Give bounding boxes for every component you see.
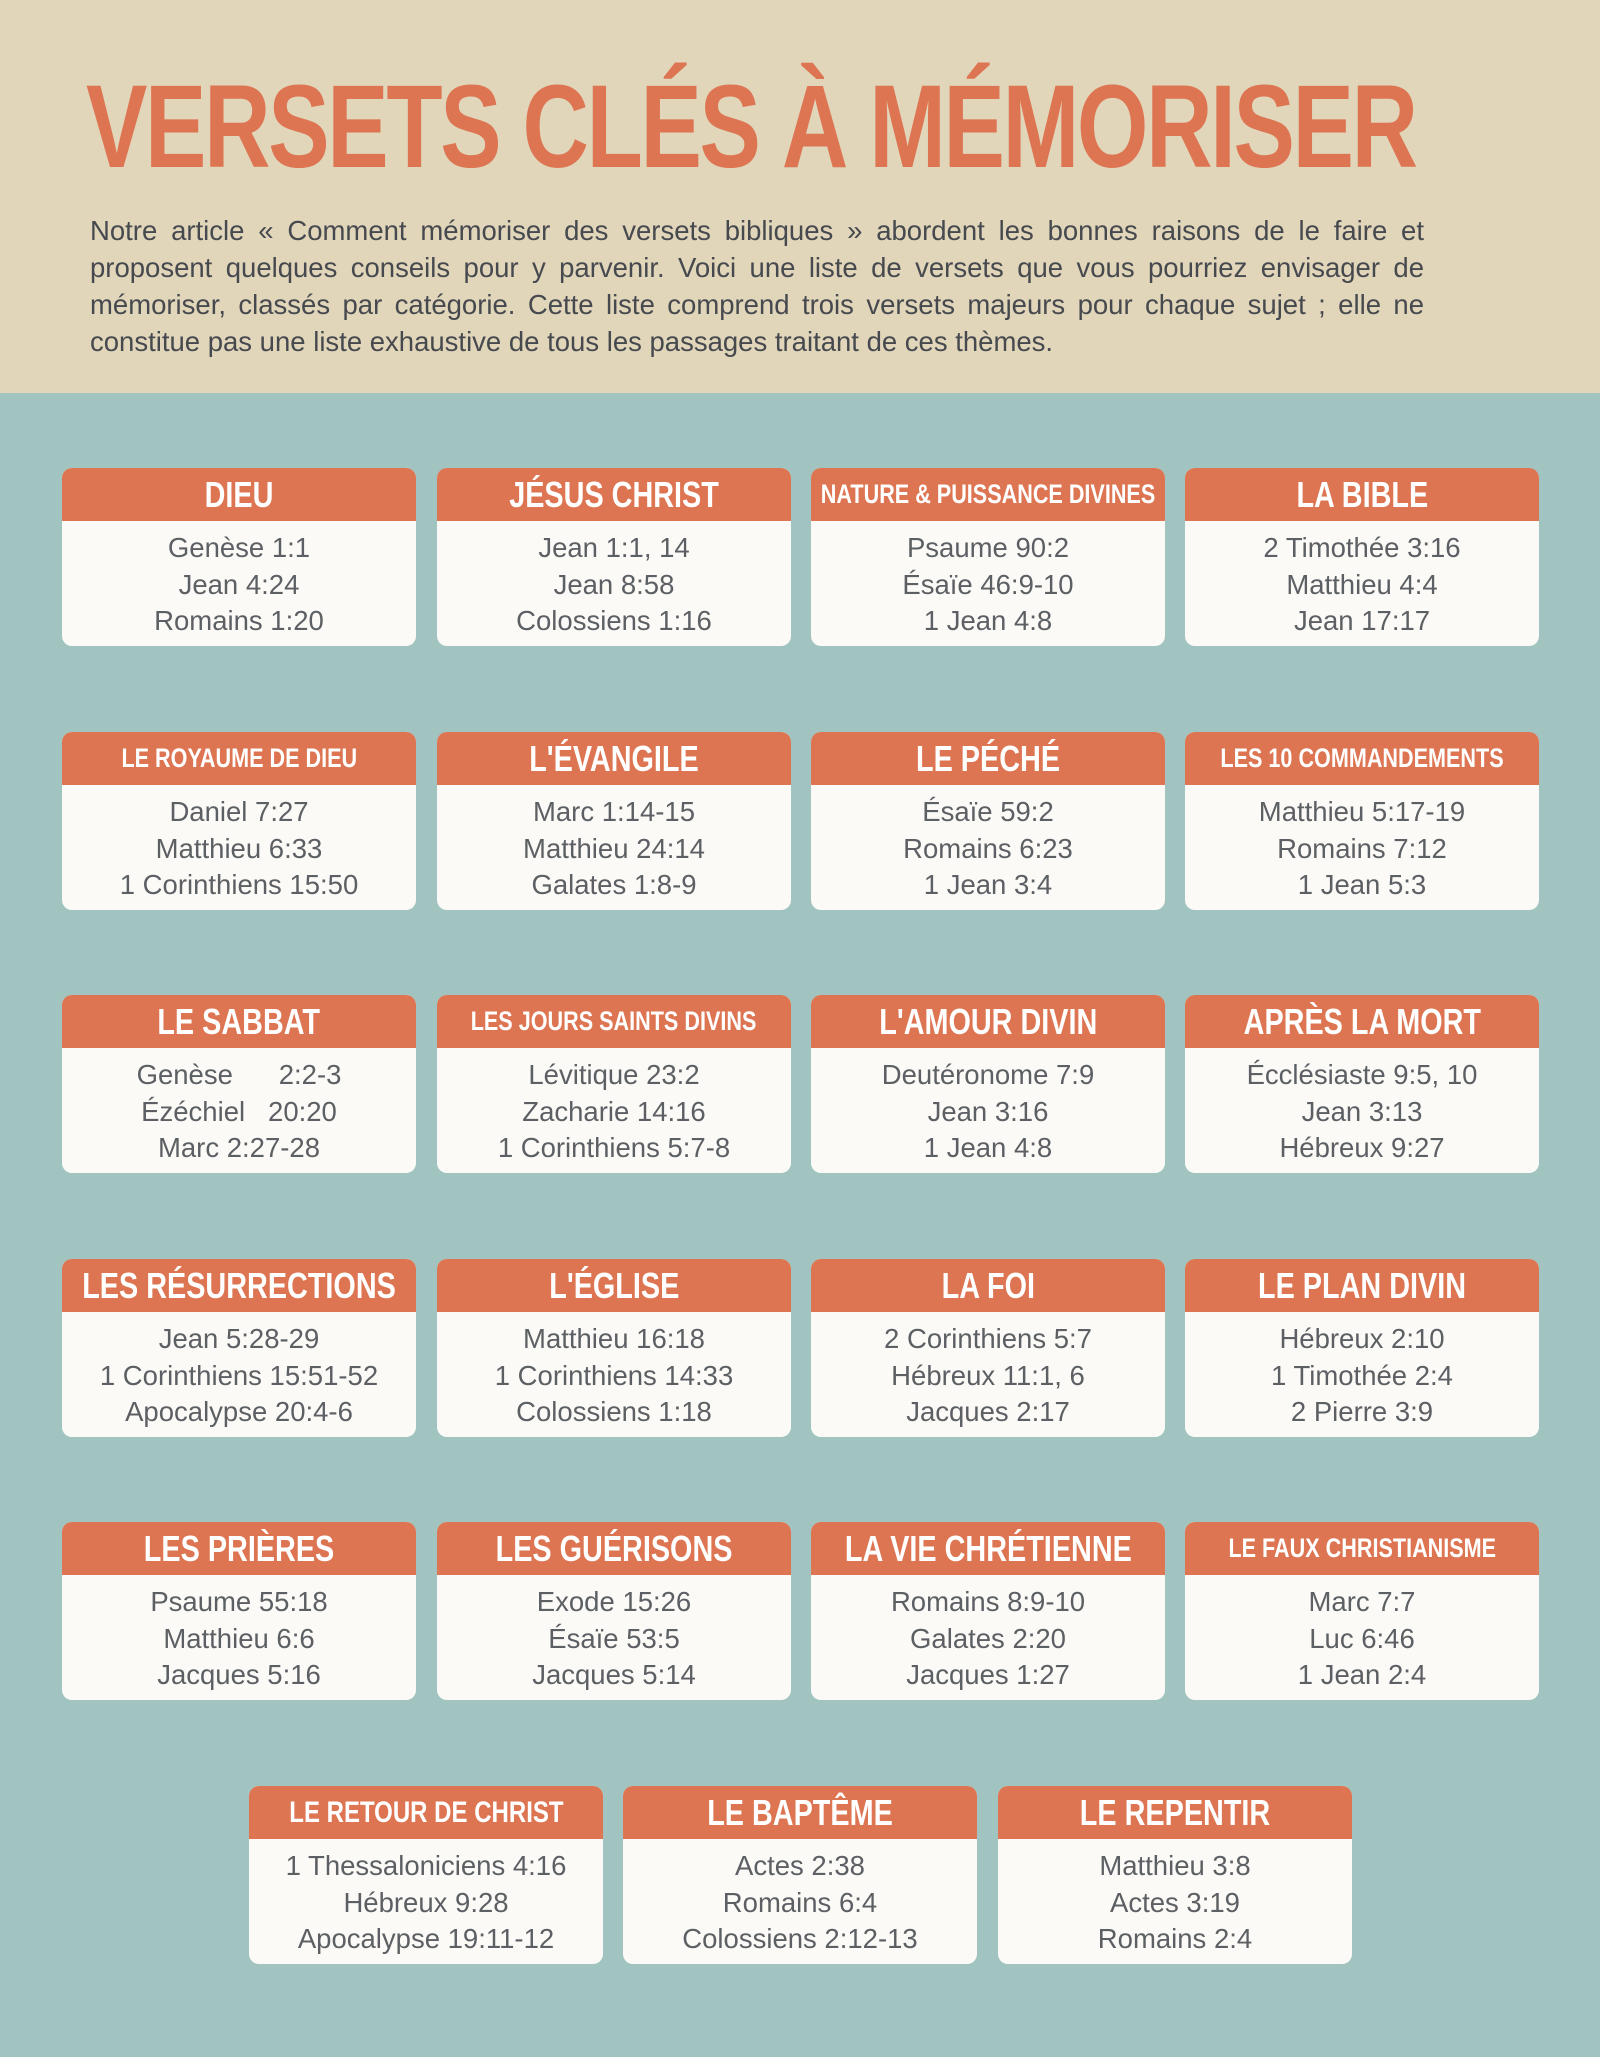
verse-reference: Marc 1:14-15	[532, 796, 696, 827]
card-verses	[62, 1312, 416, 1431]
topic-card-prieres	[62, 1522, 416, 1700]
card-title-bar	[62, 468, 416, 521]
verse-reference: Colossiens 1:16	[516, 605, 712, 636]
verse-reference: Hébreux 2:10	[1279, 1323, 1445, 1354]
verse-reference: Jean 3:13	[1301, 1095, 1423, 1127]
verse-reference: 1 Corinthiens 15:50	[119, 869, 359, 900]
card-verses	[62, 1048, 416, 1167]
card-verses	[811, 521, 1165, 640]
card-verses	[437, 521, 791, 640]
card-title-bar	[811, 468, 1165, 521]
topic-card-la-bible	[1185, 468, 1539, 646]
page-title: VERSETS CLÉS À MÉMORISER	[86, 61, 1416, 193]
verse-reference: Matthieu 6:6	[163, 1622, 315, 1654]
verse-reference: Ézéchiel 20:20	[141, 1095, 337, 1127]
verse-reference: Actes 2:38	[735, 1850, 865, 1881]
card-verses	[437, 1575, 791, 1694]
verse-reference: Jean 8:58	[553, 568, 675, 600]
verse-reference: Galates 1:8-9	[531, 869, 697, 900]
card-verses	[1185, 1312, 1539, 1431]
card-verses	[998, 1839, 1352, 1958]
card-title-bar	[62, 1522, 416, 1575]
verse-reference: Romains 6:4	[722, 1886, 878, 1918]
card-title-bar	[811, 1522, 1165, 1575]
verse-reference: Apocalypse 19:11-12	[297, 1923, 555, 1954]
card-title: LE FAUX CHRISTIANISME	[1228, 1533, 1496, 1563]
verse-reference: Genèse 2:2-3	[136, 1059, 342, 1090]
topic-card-dieu	[62, 468, 416, 646]
card-verses	[623, 1839, 977, 1958]
card-title-bar	[437, 732, 791, 785]
verse-reference: 1 Thessaloniciens 4:16	[285, 1850, 567, 1881]
verse-reference: Jean 4:24	[178, 568, 300, 600]
verse-reference: Daniel 7:27	[169, 796, 309, 827]
card-title: LA FOI	[941, 1264, 1035, 1306]
card-title: LE ROYAUME DE DIEU	[121, 743, 357, 773]
card-title: LE PÉCHÉ	[915, 737, 1061, 779]
card-verses	[1185, 521, 1539, 640]
card-verses	[811, 1048, 1165, 1167]
card-title-bar	[811, 1259, 1165, 1312]
card-title: LE REPENTIR	[1079, 1791, 1271, 1833]
card-title-bar	[437, 1259, 791, 1312]
verse-reference: Zacharie 14:16	[522, 1095, 706, 1127]
verse-reference: Romains 6:23	[903, 832, 1073, 864]
topic-card-jours-saints	[437, 995, 791, 1173]
verse-reference: 2 Corinthiens 5:7	[884, 1323, 1092, 1354]
topic-card-resurrections	[62, 1259, 416, 1437]
verse-reference: Jean 5:28-29	[158, 1323, 320, 1354]
topic-card-apres-la-mort	[1185, 995, 1539, 1173]
card-verses	[811, 1575, 1165, 1694]
card-title: L'AMOUR DIVIN	[878, 1000, 1098, 1042]
verse-reference: Matthieu 3:8	[1099, 1850, 1251, 1881]
card-title: APRÈS LA MORT	[1243, 1000, 1481, 1042]
verse-reference: Romains 8:9-10	[890, 1586, 1086, 1617]
card-title: LES GUÉRISONS	[495, 1527, 733, 1569]
topic-card-jesus-christ	[437, 468, 791, 646]
verse-reference: Exode 15:26	[536, 1586, 692, 1617]
topic-card-bapteme	[623, 1786, 977, 1964]
card-title-bar	[811, 995, 1165, 1048]
card-title: L'ÉVANGILE	[529, 737, 699, 779]
card-verses	[437, 785, 791, 904]
card-verses	[811, 1312, 1165, 1431]
verse-reference: Actes 3:19	[1110, 1886, 1240, 1918]
verse-reference: Hébreux 9:27	[1279, 1132, 1445, 1163]
verse-reference: Colossiens 2:12-13	[682, 1923, 918, 1954]
card-title-bar	[249, 1786, 603, 1839]
card-title: LE RETOUR DE CHRIST	[288, 1795, 564, 1829]
card-title: DIEU	[204, 473, 274, 515]
verse-reference: Matthieu 5:17-19	[1258, 796, 1466, 827]
topic-card-sabbat	[62, 995, 416, 1173]
card-verses	[811, 785, 1165, 904]
card-title: LE PLAN DIVIN	[1257, 1264, 1466, 1306]
card-title-bar	[623, 1786, 977, 1839]
verse-reference: Matthieu 6:33	[155, 832, 323, 864]
card-verses	[249, 1839, 603, 1958]
topic-card-plan-divin	[1185, 1259, 1539, 1437]
verse-reference: 1 Jean 3:4	[923, 869, 1053, 900]
verse-reference: Matthieu 4:4	[1286, 568, 1438, 600]
card-title-bar	[62, 1259, 416, 1312]
card-title-bar	[62, 732, 416, 785]
card-verses	[1185, 785, 1539, 904]
card-title: LE BAPTÊME	[707, 1791, 893, 1833]
card-title: LES JOURS SAINTS DIVINS	[471, 1006, 757, 1036]
topic-card-la-foi	[811, 1259, 1165, 1437]
card-title-bar	[62, 995, 416, 1048]
card-title: LE SABBAT	[157, 1000, 321, 1042]
topic-card-evangile	[437, 732, 791, 910]
verse-reference: Marc 7:7	[1308, 1586, 1416, 1617]
card-title-bar	[437, 995, 791, 1048]
verse-reference: 1 Corinthiens 14:33	[494, 1359, 734, 1391]
verse-reference: Romains 1:20	[154, 605, 324, 636]
verse-reference: Hébreux 11:1, 6	[891, 1359, 1085, 1391]
card-verses	[437, 1048, 791, 1167]
card-title: LA BIBLE	[1296, 473, 1428, 515]
topic-card-royaume	[62, 732, 416, 910]
verse-reference: Romains 2:4	[1097, 1923, 1253, 1954]
verse-reference: Romains 7:12	[1277, 832, 1447, 864]
verse-reference: Matthieu 24:14	[523, 832, 705, 864]
topic-card-nature-puissance	[811, 468, 1165, 646]
header-banner	[0, 0, 1600, 393]
verse-reference: Galates 2:20	[910, 1622, 1066, 1654]
verse-reference: Psaume 55:18	[150, 1586, 328, 1617]
card-verses	[1185, 1048, 1539, 1167]
topic-card-vie-chretienne	[811, 1522, 1165, 1700]
topic-card-commandements	[1185, 732, 1539, 910]
verse-reference: Apocalypse 20:4-6	[125, 1396, 353, 1427]
card-title-bar	[998, 1786, 1352, 1839]
card-title-bar	[811, 732, 1165, 785]
card-title-bar	[437, 1522, 791, 1575]
verse-reference: Ésaïe 46:9-10	[902, 568, 1074, 600]
verse-reference: Colossiens 1:18	[516, 1396, 712, 1427]
verse-reference: Deutéronome 7:9	[881, 1059, 1095, 1090]
card-verses	[62, 1575, 416, 1694]
topic-card-repentir	[998, 1786, 1352, 1964]
verse-reference: Ésaïe 53:5	[548, 1622, 680, 1654]
card-title: NATURE & PUISSANCE DIVINES	[820, 479, 1156, 509]
card-verses	[437, 1312, 791, 1431]
verse-reference: 1 Corinthiens 5:7-8	[497, 1132, 731, 1163]
card-verses	[62, 521, 416, 640]
card-title: L'ÉGLISE	[548, 1264, 680, 1306]
verse-reference: 2 Timothée 3:16	[1263, 532, 1461, 563]
verse-reference: Luc 6:46	[1309, 1622, 1415, 1654]
verse-reference: Jacques 5:16	[157, 1659, 321, 1690]
topic-card-peche	[811, 732, 1165, 910]
verse-reference: Ésaïe 59:2	[922, 796, 1054, 827]
card-title-bar	[1185, 1259, 1539, 1312]
card-title: LES 10 COMMANDEMENTS	[1220, 743, 1504, 773]
card-title: JÉSUS CHRIST	[509, 473, 719, 515]
verse-reference: Genèse 1:1	[167, 532, 311, 563]
card-title: LES PRIÈRES	[143, 1527, 335, 1569]
card-title-bar	[437, 468, 791, 521]
card-title: LES RÉSURRECTIONS	[82, 1264, 396, 1306]
verse-reference: Hébreux 9:28	[343, 1886, 509, 1918]
intro-paragraph: Notre article « Comment mémoriser des versets bibliques » abordent les bonnes raisons de le faire et proposent quelques conseils pour y parvenir. Voici une liste de versets que vous pourriez envisager de mémoriser, classés par catégorie. Cette liste comprend trois versets majeurs pour chaque sujet ; elle ne constitue pas une liste exhaustive de tous les passages traitant de ces thèmes.	[90, 215, 1424, 357]
card-verses	[62, 785, 416, 904]
card-title-bar	[1185, 732, 1539, 785]
verse-reference: 1 Jean 4:8	[923, 1132, 1053, 1163]
topic-card-faux-christianisme	[1185, 1522, 1539, 1700]
verse-reference: Lévitique 23:2	[528, 1059, 700, 1090]
card-title-bar	[1185, 468, 1539, 521]
verse-reference: Marc 2:27-28	[157, 1132, 321, 1163]
verse-reference: 1 Jean 2:4	[1297, 1659, 1427, 1690]
topic-card-retour-de-christ	[249, 1786, 603, 1964]
verse-reference: 1 Corinthiens 15:51-52	[99, 1359, 379, 1391]
verse-reference: Jacques 1:27	[906, 1659, 1070, 1690]
verse-reference: Matthieu 16:18	[523, 1323, 705, 1354]
verse-reference: Jean 3:16	[927, 1095, 1049, 1127]
verse-reference: 1 Jean 4:8	[923, 605, 1053, 636]
card-verses	[1185, 1575, 1539, 1694]
topic-card-eglise	[437, 1259, 791, 1437]
verse-reference: Jean 1:1, 14	[538, 532, 690, 563]
verse-reference: Écclésiaste 9:5, 10	[1246, 1059, 1478, 1090]
card-title-bar	[1185, 995, 1539, 1048]
verse-reference: Jacques 5:14	[532, 1659, 696, 1690]
topic-card-amour-divin	[811, 995, 1165, 1173]
verse-reference: 1 Timothée 2:4	[1271, 1359, 1453, 1391]
verse-reference: 1 Jean 5:3	[1297, 869, 1427, 900]
topic-card-guerisons	[437, 1522, 791, 1700]
verse-reference: Jacques 2:17	[906, 1396, 1070, 1427]
verse-reference: Jean 17:17	[1293, 605, 1431, 636]
card-title-bar	[1185, 1522, 1539, 1575]
verse-reference: 2 Pierre 3:9	[1290, 1396, 1434, 1427]
card-title: LA VIE CHRÉTIENNE	[844, 1527, 1132, 1569]
verse-reference: Psaume 90:2	[906, 532, 1070, 563]
